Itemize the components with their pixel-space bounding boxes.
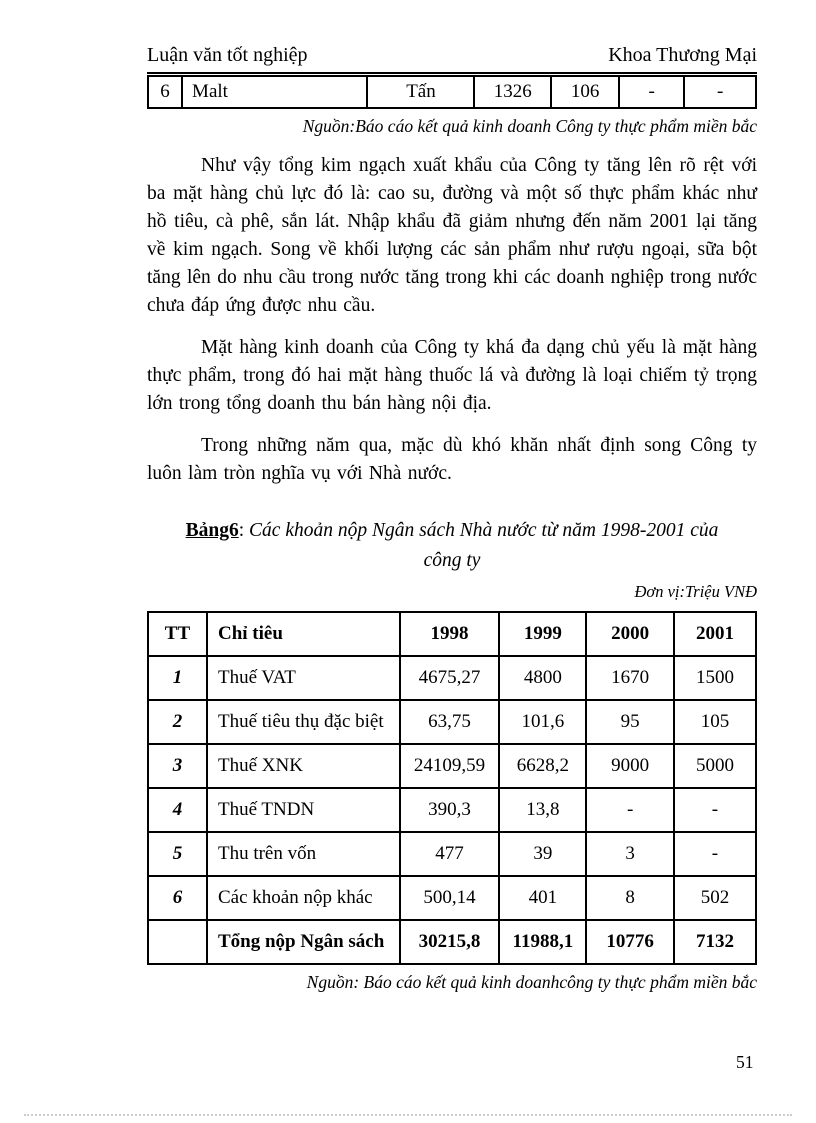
cell-value: 4675,27	[400, 656, 500, 700]
column-header-2000: 2000	[586, 612, 674, 656]
cell-value: 13,8	[499, 788, 586, 832]
cell-value: 1500	[674, 656, 756, 700]
column-header-criteria: Chỉ tiêu	[207, 612, 400, 656]
column-header-2001: 2001	[674, 612, 756, 656]
cell-value: 106	[551, 76, 619, 108]
cell-value: 390,3	[400, 788, 500, 832]
footer-dotted-line	[24, 1114, 792, 1116]
cell-value: 9000	[586, 744, 674, 788]
table-row	[148, 832, 756, 876]
table-total-row	[148, 920, 756, 964]
table-header-row	[148, 612, 756, 656]
column-header-tt: TT	[148, 612, 207, 656]
cell-total-value: 30215,8	[400, 920, 500, 964]
paragraph-3: Trong những năm qua, mặc dù khó khăn nhất định song Công ty luôn làm tròn nghĩa vụ với Nhà nước.	[147, 435, 757, 484]
table-caption-label: Bảng6	[185, 520, 239, 541]
cell-value: 401	[499, 876, 586, 920]
cell-index: 6	[148, 876, 207, 920]
cell-value: -	[586, 788, 674, 832]
cell-total-value: 10776	[586, 920, 674, 964]
source-note-top: Nguồn:Báo cáo kết quả kinh doanh Công ty thực phẩm miền bắc	[302, 116, 757, 136]
cell-index: 4	[148, 788, 207, 832]
cell-criteria: Thuế VAT	[207, 656, 400, 700]
page-number: 51	[736, 1052, 754, 1072]
cell-criteria: Thu trên vốn	[207, 832, 400, 876]
cell-value: 5000	[674, 744, 756, 788]
table-row	[148, 876, 756, 920]
table-row	[148, 76, 756, 108]
commodity-table	[147, 75, 757, 109]
cell-value: 500,14	[400, 876, 500, 920]
cell-index: 5	[148, 832, 207, 876]
table-row	[148, 744, 756, 788]
cell-value: 4800	[499, 656, 586, 700]
paragraph-1: Như vậy tổng kim ngạch xuất khẩu của Công ty tăng lên rõ rệt với ba mặt hàng chủ lực đó là: cao su, đường và một số thực phẩm khác như hồ tiêu, cà phê, sắn lát. Nhập khẩu đã giảm nhưng đến năm 2001 lại tăng về kim ngạch. Song về khối lượng các sản phẩm như rượu ngoại, sữa bột tăng lên do nhu cầu trong nước tăng trong khi các doanh nghiệp trong nước chưa đáp ứng được nhu cầu.	[147, 155, 757, 316]
table-caption-separator: :	[238, 520, 250, 541]
cell-index: 2	[148, 700, 207, 744]
table-caption-text: Các khoản nộp Ngân sách Nhà nước từ năm 1998-2001 của công ty	[249, 520, 719, 571]
cell-product-name: Malt	[182, 76, 367, 108]
cell-index: 3	[148, 744, 207, 788]
cell-total-value: 7132	[674, 920, 756, 964]
table-caption	[165, 516, 740, 576]
cell-value: 477	[400, 832, 500, 876]
table-row	[148, 656, 756, 700]
cell-value: 8	[586, 876, 674, 920]
cell-total-label: Tổng nộp Ngân sách	[207, 920, 400, 964]
budget-table	[147, 611, 757, 965]
paragraph-2: Mặt hàng kinh doanh của Công ty khá đa dạng chủ yếu là mặt hàng thực phẩm, trong đó hai mặt hàng thuốc lá và đường là loại chiếm tỷ trọng lớn trong tổng doanh thu bán hàng nội địa.	[147, 337, 757, 414]
cell-criteria: Các khoản nộp khác	[207, 876, 400, 920]
cell-value: 1670	[586, 656, 674, 700]
cell-value: 24109,59	[400, 744, 500, 788]
cell-index: 6	[148, 76, 182, 108]
cell-value: -	[684, 76, 756, 108]
cell-empty	[148, 920, 207, 964]
cell-value: -	[674, 788, 756, 832]
cell-value: 39	[499, 832, 586, 876]
cell-value: 95	[586, 700, 674, 744]
cell-value: 101,6	[499, 700, 586, 744]
cell-criteria: Thuế XNK	[207, 744, 400, 788]
cell-value: 3	[586, 832, 674, 876]
cell-value: -	[619, 76, 684, 108]
page-header	[147, 44, 757, 74]
cell-value: 6628,2	[499, 744, 586, 788]
table-row	[148, 700, 756, 744]
header-left-text: Luận văn tốt nghiệp	[147, 44, 308, 66]
cell-criteria: Thuế tiêu thụ đặc biệt	[207, 700, 400, 744]
source-note-bottom: Nguồn: Báo cáo kết quả kinh doanhcông ty thực phẩm miền bắc	[306, 972, 757, 992]
table-row	[148, 788, 756, 832]
cell-index: 1	[148, 656, 207, 700]
cell-criteria: Thuế TNDN	[207, 788, 400, 832]
column-header-1999: 1999	[499, 612, 586, 656]
cell-unit: Tấn	[367, 76, 474, 108]
cell-value: 1326	[474, 76, 551, 108]
cell-value: -	[674, 832, 756, 876]
cell-value: 63,75	[400, 700, 500, 744]
column-header-1998: 1998	[400, 612, 500, 656]
cell-value: 502	[674, 876, 756, 920]
unit-note: Đơn vị:Triệu VNĐ	[634, 582, 757, 601]
header-right-text: Khoa Thương Mại	[608, 44, 757, 66]
page-content	[147, 44, 757, 993]
cell-total-value: 11988,1	[499, 920, 586, 964]
cell-value: 105	[674, 700, 756, 744]
